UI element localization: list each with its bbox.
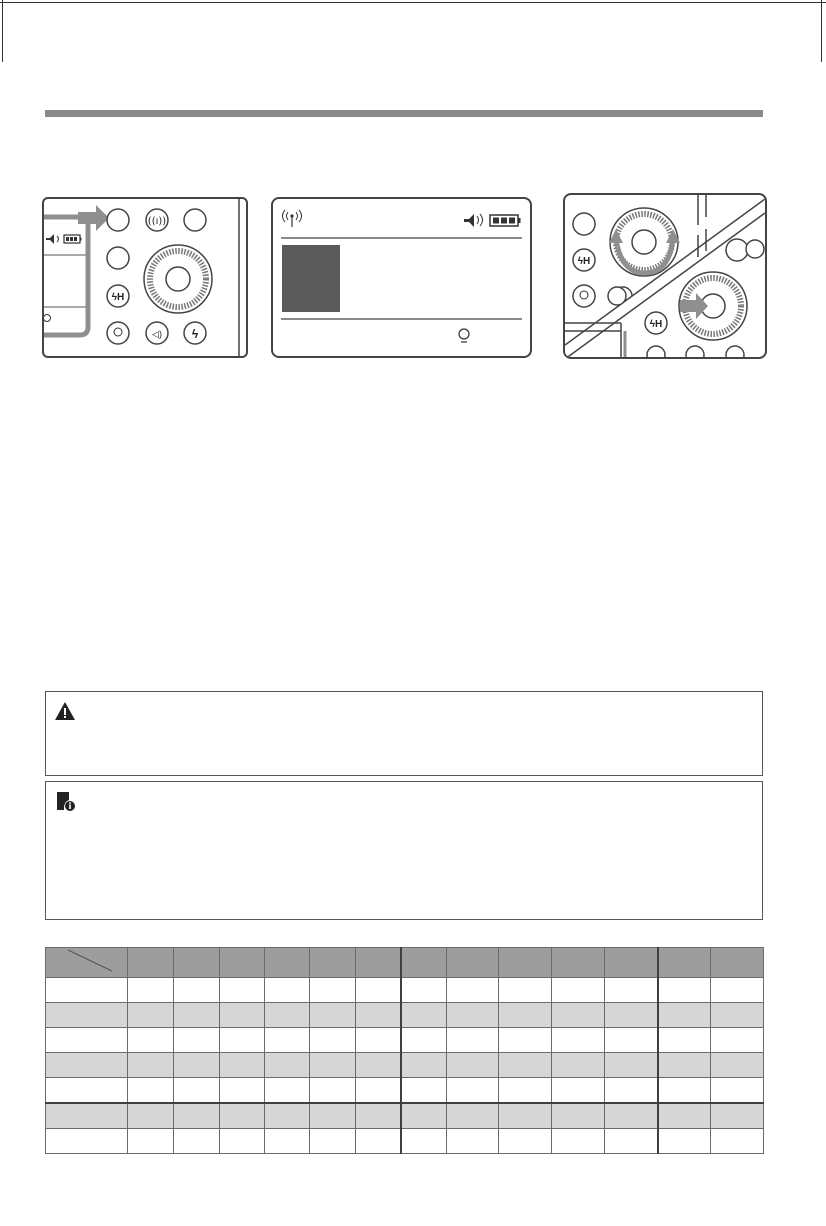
table-row <box>46 1003 764 1028</box>
table-cell <box>499 978 552 1003</box>
table-cell <box>499 1078 552 1104</box>
hss-icon: ϟH <box>577 256 591 267</box>
table-cell <box>552 1078 605 1104</box>
table-cell <box>711 1129 764 1154</box>
table-cell <box>447 1103 499 1129</box>
table-cell <box>552 978 605 1003</box>
table-cell <box>499 1103 552 1129</box>
function-button[interactable] <box>184 209 206 231</box>
table-cell <box>128 1078 174 1104</box>
table-cell <box>658 1003 711 1028</box>
table-cell <box>447 1129 499 1154</box>
table-cell <box>711 1103 764 1129</box>
table-cell <box>401 978 447 1003</box>
body-text <box>45 390 763 670</box>
table-cell <box>499 1053 552 1078</box>
modeling-light-button[interactable] <box>573 285 595 307</box>
warning-triangle-icon <box>54 700 76 722</box>
figure-dial-rotate-and-press <box>563 193 767 359</box>
table-cell <box>552 1028 605 1053</box>
table-cell <box>658 1053 711 1078</box>
table-row-label <box>46 978 128 1003</box>
table-cell <box>401 1078 447 1104</box>
table-cell <box>711 978 764 1003</box>
table-cell <box>265 1003 310 1028</box>
table-cell <box>605 1028 658 1053</box>
table-cell <box>220 978 265 1003</box>
modeling-light-button[interactable] <box>107 322 129 344</box>
hss-icon: ϟH <box>111 292 125 303</box>
table-cell <box>265 1078 310 1104</box>
table-cell <box>499 1129 552 1154</box>
table-cell <box>711 1078 764 1104</box>
table-cell <box>605 1078 658 1104</box>
table-header-row <box>46 948 764 978</box>
table-row-label <box>46 1028 128 1053</box>
table-cell <box>310 1078 356 1104</box>
table-cell <box>128 978 174 1003</box>
table-cell <box>356 1053 401 1078</box>
table-cell <box>605 1103 658 1129</box>
table-row <box>46 978 764 1003</box>
table-cell <box>220 1103 265 1129</box>
side-button[interactable] <box>107 247 129 269</box>
table-cell <box>447 1053 499 1078</box>
table-row <box>46 1028 764 1053</box>
spec-table <box>45 947 764 1154</box>
section-header-rule <box>45 110 763 117</box>
speaker-icon <box>46 234 59 244</box>
table-row-label <box>46 1003 128 1028</box>
table-cell <box>220 1028 265 1053</box>
partial-display <box>44 234 86 322</box>
table-cell <box>605 1003 658 1028</box>
table-row-label <box>46 1078 128 1104</box>
table-cell <box>711 1053 764 1078</box>
table-cell <box>711 1028 764 1053</box>
table-cell <box>310 978 356 1003</box>
table-header-cell <box>174 948 220 978</box>
note-info-icon <box>54 790 76 812</box>
table-cell <box>310 1103 356 1129</box>
bulb-icon <box>44 315 51 322</box>
wireless-icon <box>283 210 302 227</box>
table-cell <box>356 1078 401 1104</box>
table-cell <box>711 1003 764 1028</box>
table-cell <box>401 1003 447 1028</box>
table-header-cell <box>711 948 764 978</box>
table-cell <box>128 1028 174 1053</box>
wireless-icon: ((ı)) <box>147 216 167 227</box>
table-cell <box>310 1003 356 1028</box>
arrow-right-icon <box>78 205 109 231</box>
table-cell <box>401 1028 447 1053</box>
note-notice <box>45 781 763 920</box>
control-dial[interactable] <box>144 245 212 313</box>
table-cell <box>658 1129 711 1154</box>
table-cell <box>356 1028 401 1053</box>
table-cell <box>265 1129 310 1154</box>
table-cell <box>128 1003 174 1028</box>
table-row-label <box>46 1053 128 1078</box>
table-cell <box>220 1129 265 1154</box>
table-cell <box>174 1129 220 1154</box>
table-header-cell <box>356 948 401 978</box>
table-cell <box>499 1028 552 1053</box>
table-cell <box>658 1028 711 1053</box>
table-corner-cell <box>46 948 128 978</box>
table-header-cell <box>552 948 605 978</box>
table-cell <box>128 1053 174 1078</box>
table-cell <box>174 1078 220 1104</box>
bulb-icon <box>459 329 469 342</box>
table-cell <box>128 1103 174 1129</box>
table-cell <box>356 1003 401 1028</box>
table-cell <box>658 1103 711 1129</box>
menu-button[interactable] <box>573 213 595 235</box>
table-row <box>46 1129 764 1154</box>
table-header-cell <box>265 948 310 978</box>
table-row-label <box>46 1103 128 1129</box>
table-cell <box>310 1028 356 1053</box>
table-header-cell <box>220 948 265 978</box>
table-cell <box>356 1129 401 1154</box>
table-cell <box>552 1003 605 1028</box>
table-cell <box>356 1103 401 1129</box>
table-cell <box>310 1129 356 1154</box>
table-header-cell <box>310 948 356 978</box>
table-cell <box>220 1003 265 1028</box>
table-cell <box>499 1003 552 1028</box>
table-cell <box>174 1028 220 1053</box>
table-cell <box>174 978 220 1003</box>
table-cell <box>552 1129 605 1154</box>
table-cell <box>356 978 401 1003</box>
table-cell <box>605 1129 658 1154</box>
table-header-cell <box>128 948 174 978</box>
table-cell <box>174 1053 220 1078</box>
table-cell <box>174 1003 220 1028</box>
table-cell <box>552 1053 605 1078</box>
speaker-icon <box>464 214 483 227</box>
table-row <box>46 1053 764 1078</box>
table-header-cell <box>499 948 552 978</box>
table-cell <box>552 1103 605 1129</box>
hss-icon: ϟH <box>649 319 663 330</box>
battery-icon <box>64 235 82 243</box>
table-row <box>46 1078 764 1104</box>
table-cell <box>401 1129 447 1154</box>
table-cell <box>310 1053 356 1078</box>
battery-icon <box>490 215 521 226</box>
flash-icon: ϟ <box>191 327 199 341</box>
table-cell <box>265 1028 310 1053</box>
table-cell <box>128 1129 174 1154</box>
figure-control-panel-press <box>42 197 248 358</box>
table-cell <box>265 1103 310 1129</box>
table-cell <box>605 978 658 1003</box>
crop-mark-top <box>0 2 826 3</box>
table-cell <box>447 1028 499 1053</box>
table-header-cell <box>401 948 447 978</box>
table-cell <box>605 1053 658 1078</box>
table-cell <box>658 978 711 1003</box>
table-cell <box>658 1078 711 1104</box>
table-header-cell <box>658 948 711 978</box>
table-cell <box>401 1053 447 1078</box>
table-cell <box>265 1053 310 1078</box>
table-cell <box>447 1003 499 1028</box>
table-row-label <box>46 1129 128 1154</box>
table-cell <box>447 1078 499 1104</box>
crop-mark-left <box>2 0 3 62</box>
figure-display-screen <box>271 197 532 358</box>
table-header-cell <box>447 948 499 978</box>
display-block <box>282 245 340 312</box>
sound-icon: ◁) <box>152 329 162 339</box>
crop-mark-right <box>821 0 822 62</box>
table-cell <box>401 1103 447 1129</box>
table-cell <box>265 978 310 1003</box>
table-cell <box>174 1103 220 1129</box>
warning-notice <box>45 691 763 776</box>
table-cell <box>220 1053 265 1078</box>
table-cell <box>220 1078 265 1104</box>
table-header-cell <box>605 948 658 978</box>
menu-button[interactable] <box>107 209 129 231</box>
table-cell <box>447 978 499 1003</box>
table-row <box>46 1103 764 1129</box>
